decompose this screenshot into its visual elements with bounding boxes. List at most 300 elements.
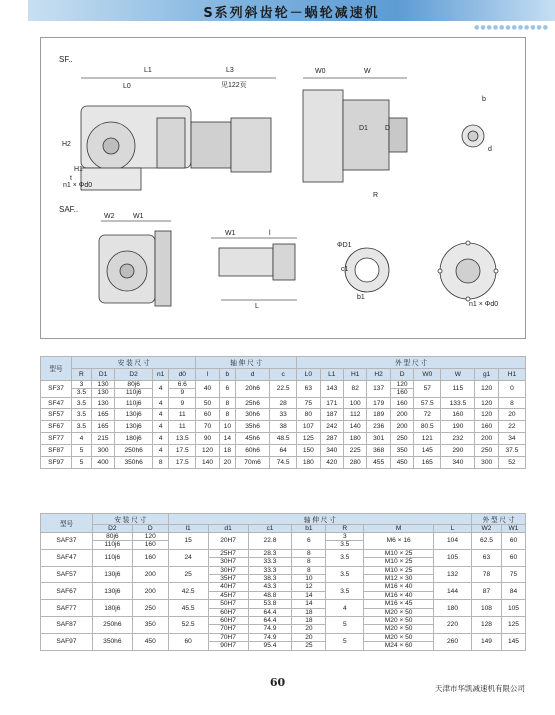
table-cell: M10 × 25 M12 × 30 [364,566,434,583]
table-row [41,566,526,583]
table-cell: 75 [297,397,320,409]
model-cell: SAF97 [41,633,93,650]
table-cell: 9 [169,397,196,409]
table-cell: 4 [153,445,169,457]
header-decoration: ●●●●●●●●●●●● [474,24,549,31]
table-cell: 455 [367,457,390,469]
table-cell: 30H7 35H7 [208,566,248,583]
table-cell: 15 [168,533,208,550]
table-cell: 52 [498,457,525,469]
table-cell: 160 [441,409,475,421]
table-cell: 74.9 95.4 [248,633,292,650]
table-cell: 4 [72,433,92,445]
table-cell: 250 [390,433,413,445]
table-cell: 220 [434,617,472,634]
table-cell: 4 [153,397,169,409]
dim-phi-d1: ΦD1 [337,242,352,249]
table-cell: 130 130 [91,380,114,397]
model-cell: SF97 [41,457,72,469]
table-cell: 43.3 48.8 [248,583,292,600]
model-cell: SAF37 [41,533,93,550]
table-cell: 120 [196,445,219,457]
column-header: W0 [414,368,441,380]
table-cell: M20 × 50 M20 × 50 [364,617,434,634]
saf-group-install: 安 装 尺 寸 [92,514,168,525]
table-cell: 100 [343,397,366,409]
table-cell: 105 [501,600,525,617]
table-cell: 20 [498,409,525,421]
table-cell: 215 [91,433,114,445]
table-cell: 130j6 [92,583,132,600]
table-row [41,380,526,397]
table-cell: 5 [326,633,364,650]
table-cell: 22 [498,421,525,433]
dim-t: t [70,175,72,182]
table-row [41,583,526,600]
table-row [41,549,526,566]
table-cell: 160 [390,397,413,409]
table-cell: 350 [390,445,413,457]
saf-column-header-row [41,525,526,533]
table-cell: 120 [475,409,498,421]
table-row [41,600,526,617]
table-cell: 28.3 33.3 [248,549,292,566]
column-header: H1 [343,368,366,380]
table-cell: 8 [219,409,235,421]
saf-shaft-detail [219,248,273,276]
table-row [41,457,526,469]
table-cell: 287 [320,433,343,445]
table-cell: 301 [367,433,390,445]
table-cell: 33.3 38.3 [248,566,292,583]
column-header: D [390,368,413,380]
table-cell: 290 [441,445,475,457]
table-cell: 180j6 [92,600,132,617]
table-cell: 53.8 64.4 [248,600,292,617]
table-cell: 200 [390,409,413,421]
table-cell: 14 18 [292,600,326,617]
table-cell: 3.5 [326,566,364,583]
table-row [41,617,526,634]
table-cell: 42.5 [168,583,208,600]
table-cell: 112 [343,409,366,421]
company-name: 天津市华凯减速机有限公司 [435,684,525,693]
table-cell: 40H7 45H7 [208,583,248,600]
table-cell: 130 [91,397,114,409]
model-cell: SF37 [41,380,72,397]
table-cell: 232 [441,433,475,445]
table-cell: 24 [168,549,208,566]
page-title: S系列斜齿轮－蜗轮减速机 [203,6,380,21]
table-cell: 33 [270,409,297,421]
column-header: D [132,525,168,533]
table-cell: 120 [475,397,498,409]
table-cell: 60H7 70H7 [208,617,248,634]
table-cell: M16 × 45 M20 × 50 [364,600,434,617]
table-cell: 300 [91,445,114,457]
dim-d2: D [385,125,391,132]
see-page-note: 见122页 [221,82,247,89]
sf-motor [191,122,231,168]
table-cell: 300 [475,457,498,469]
dim-w1: W1 [133,213,144,220]
table-cell: 50 [196,397,219,409]
table-cell: 17.5 [169,445,196,457]
table-cell: 70H7 90H7 [208,633,248,650]
table-cell: 145 [414,445,441,457]
table-cell: 6 [219,380,235,397]
table-cell: 4 [153,380,169,397]
table-cell: 165 [91,409,114,421]
table-cell: 105 [434,549,472,566]
sf-end-view [303,90,343,182]
table-cell: 28 [270,397,297,409]
table-cell: 78 [471,566,501,583]
column-header-row [41,368,526,380]
table-cell: 107 [297,421,320,433]
table-cell: 22.5 [270,380,297,397]
table-cell: 57.5 [414,397,441,409]
dim-l: l [269,230,271,237]
table-cell: 250h6 [92,617,132,634]
table-cell: 70m6 [235,457,269,469]
table-cell: 400 [91,457,114,469]
table-cell: 80j6 110j6 [115,380,153,397]
table-cell: 350h6 [115,457,153,469]
model-cell: SAF67 [41,583,93,600]
table-cell: 60 [196,409,219,421]
column-header: R [72,368,92,380]
table-cell: 14 [219,433,235,445]
table-cell: 137 [367,380,390,397]
table-cell: 350h6 [92,633,132,650]
table-cell: 72 [414,409,441,421]
table-cell: 140 [196,457,219,469]
model-cell: SF47 [41,397,72,409]
table-cell: 225 [343,445,366,457]
column-header: H1 [498,368,525,380]
table-cell: 280 [343,457,366,469]
column-header: D1 [91,368,114,380]
table-cell: 8 [498,397,525,409]
table-cell: 200 [390,421,413,433]
table-cell: 250h6 [115,445,153,457]
table-cell: 120 160 [390,380,413,397]
table-cell: 165 [91,421,114,433]
table-cell: 450 [390,457,413,469]
table-cell: 180 [297,457,320,469]
table-cell: 104 [434,533,472,550]
table-row [41,633,526,650]
table-cell: 38 [270,421,297,433]
table-cell: 130j6 [115,421,153,433]
column-header: d1 [208,525,248,533]
table-cell: 60 [168,633,208,650]
drawing-graphics [41,38,525,338]
table-cell: 4 [326,600,364,617]
table-cell: 12 14 [292,583,326,600]
table-cell: 121 [414,433,441,445]
column-header: W2 [471,525,501,533]
table-cell: 48.5 [270,433,297,445]
table-cell: 80j6 110j6 [92,533,132,550]
dim-l0: L0 [123,83,131,90]
table-cell: 87 [471,583,501,600]
column-header: R [326,525,364,533]
column-header: L1 [320,368,343,380]
table-cell: 179 [367,397,390,409]
table-cell: 25 [168,566,208,583]
column-header: W [441,368,475,380]
table-cell: 6 [292,533,326,550]
group-shaft: 轴 伸 尺 寸 [196,357,297,369]
table-cell: 110j6 [92,549,132,566]
table-cell: 60 [501,549,525,566]
table-cell: 64 [270,445,297,457]
table-cell: 20 25 [292,633,326,650]
column-header: n1 [153,368,169,380]
table-cell: 25h6 [235,397,269,409]
dim-h2: H2 [62,141,71,148]
table-cell: 120 [475,380,498,397]
column-header: M [364,525,434,533]
table-cell: 133.5 [441,397,475,409]
table-cell: 82 [343,380,366,397]
sf-table-body [41,380,526,468]
page-header-bar [28,0,555,21]
table-row [41,409,526,421]
table-cell: 0 [498,380,525,397]
group-outline: 外 型 尺 寸 [297,357,526,369]
column-header: c [270,368,297,380]
table-cell: 340 [441,457,475,469]
table-cell: 84 [501,583,525,600]
table-cell: 37.5 [498,445,525,457]
dim-w2: W2 [104,213,115,220]
column-header: b1 [292,525,326,533]
table-cell: 180 [343,433,366,445]
model-cell: SF67 [41,421,72,433]
table-cell: 108 [471,600,501,617]
saf-group-outline: 外 型 尺 寸 [471,514,525,525]
table-row [41,533,526,550]
table-cell: 145 [501,633,525,650]
table-cell: 74.5 [270,457,297,469]
model-cell: SAF77 [41,600,93,617]
page-number: 60 [269,676,286,689]
table-cell: 171 [320,397,343,409]
table-cell: 200 [132,583,168,600]
table-cell: 8 10 [292,566,326,583]
table-cell: 125 [501,617,525,634]
column-header: D2 [115,368,153,380]
table-cell: 132 [434,566,472,583]
table-cell: 64.4 74.9 [248,617,292,634]
table-cell: 35h6 [235,421,269,433]
dim-w0: W0 [315,68,326,75]
table-cell: 3 3.5 [326,533,364,550]
table-cell: 4 [153,409,169,421]
table-cell: 4 [153,433,169,445]
table-row [41,397,526,409]
table-cell: 80.5 [414,421,441,433]
dim-w: W [364,68,371,75]
table-cell: 10 [219,421,235,433]
dim-b: b [482,96,486,103]
dim-l3: L3 [226,67,234,74]
group-install: 安 装 尺 寸 [72,357,196,369]
column-header: H2 [367,368,390,380]
table-cell: 140 [343,421,366,433]
dim-b1: b1 [357,294,365,301]
table-cell: 52.5 [168,617,208,634]
table-cell: 165 [414,457,441,469]
table-cell: 11 [169,421,196,433]
table-cell: 110j6 [115,397,153,409]
table-cell: 128 [471,617,501,634]
table-cell: 18 20 [292,617,326,634]
table-cell: 17.5 [169,457,196,469]
column-header: l1 [168,525,208,533]
table-cell: 45h6 [235,433,269,445]
table-cell: 5 [326,617,364,634]
dim-d: d [488,146,492,153]
dim-w1-b: W1 [225,230,236,237]
table-cell: 250 [132,600,168,617]
technical-drawing [40,37,526,339]
dim-l1: L1 [144,67,152,74]
table-row [41,421,526,433]
table-cell: 5 [72,457,92,469]
table-cell: 30h6 [235,409,269,421]
table-cell: 200 [475,433,498,445]
table-cell: 143 [320,380,343,397]
table-cell: 130j6 [92,566,132,583]
column-header: d [235,368,269,380]
column-header: L0 [297,368,320,380]
column-header: g1 [475,368,498,380]
table-cell: 18 [219,445,235,457]
table-cell: 450 [132,633,168,650]
model-cell: SF87 [41,445,72,457]
table-cell: 236 [367,421,390,433]
model-header: 型号 [41,357,72,381]
table-cell: 200 [132,566,168,583]
table-cell: 6.6 9 [169,380,196,397]
table-cell: 189 [367,409,390,421]
table-cell: 40 [196,380,219,397]
column-header: W1 [501,525,525,533]
sf-label: SF.. [59,55,73,64]
column-header: b [219,368,235,380]
table-cell: 75 [501,566,525,583]
table-cell: 144 [434,583,472,600]
table-cell: 5 [72,445,92,457]
table-cell: 8 [153,457,169,469]
table-cell: M10 × 25 M10 × 25 [364,549,434,566]
column-header: l [196,368,219,380]
table-cell: 125 [297,433,320,445]
saf-dimension-table [40,513,526,651]
table-cell: 160 [475,421,498,433]
table-cell: 130j6 [115,409,153,421]
dim-n1d0-b: n1 × Φd0 [469,301,499,308]
model-cell: SAF87 [41,617,93,634]
saf-label: SAF.. [59,205,79,214]
column-header: L [434,525,472,533]
table-cell: 160 [132,549,168,566]
table-cell: 115 [441,380,475,397]
column-header: c1 [248,525,292,533]
dim-r: R [373,192,379,199]
table-cell: 11 [169,409,196,421]
table-cell: 3.5 [326,583,364,600]
table-cell: 3 3.5 [72,380,92,397]
table-cell: 80 [297,409,320,421]
table-cell: 3.5 [72,421,92,433]
table-row [41,445,526,457]
table-cell: 60h6 [235,445,269,457]
table-cell: 180j6 [115,433,153,445]
model-cell: SF57 [41,409,72,421]
table-cell: 242 [320,421,343,433]
table-cell: 350 [132,617,168,634]
table-cell: 90 [196,433,219,445]
table-cell: 22.8 [248,533,292,550]
table-cell: 368 [367,445,390,457]
model-cell: SF77 [41,433,72,445]
table-cell: 340 [320,445,343,457]
dim-d1: D1 [359,125,368,132]
sf-dimension-table [40,356,526,469]
table-cell: 60 [501,533,525,550]
dim-c1: c1 [341,266,349,273]
table-cell: 8 [219,397,235,409]
table-cell: 180 [434,600,472,617]
table-cell: 3.5 [72,409,92,421]
table-cell: 250 [475,445,498,457]
dim-h1: H1 [74,166,83,173]
table-cell: 13.5 [169,433,196,445]
table-cell: M16 × 40 M16 × 40 [364,583,434,600]
table-cell: 120 160 [132,533,168,550]
saf-group-shaft: 轴 伸 尺 寸 [168,514,471,525]
table-cell: 190 [441,421,475,433]
model-cell: SAF47 [41,549,93,566]
model-cell: SAF57 [41,566,93,583]
table-cell: 187 [320,409,343,421]
table-cell: 8 8 [292,549,326,566]
table-cell: 62.5 [471,533,501,550]
table-cell: 20H7 [208,533,248,550]
table-cell: 63 [471,549,501,566]
table-cell: 3.5 [72,397,92,409]
column-header: D2 [92,525,132,533]
dim-n1d0: n1 × Φd0 [63,182,93,189]
table-cell: 150 [297,445,320,457]
table-cell: 25H7 30H7 [208,549,248,566]
table-cell: 260 [434,633,472,650]
dim-big-l: L [255,303,259,310]
saf-table-body [41,533,526,651]
table-cell: 4 [153,421,169,433]
table-cell: 50H7 60H7 [208,600,248,617]
table-cell: 45.5 [168,600,208,617]
table-cell: M20 × 50 M24 × 60 [364,633,434,650]
column-header: d0 [169,368,196,380]
table-row [41,433,526,445]
table-cell: 63 [297,380,320,397]
